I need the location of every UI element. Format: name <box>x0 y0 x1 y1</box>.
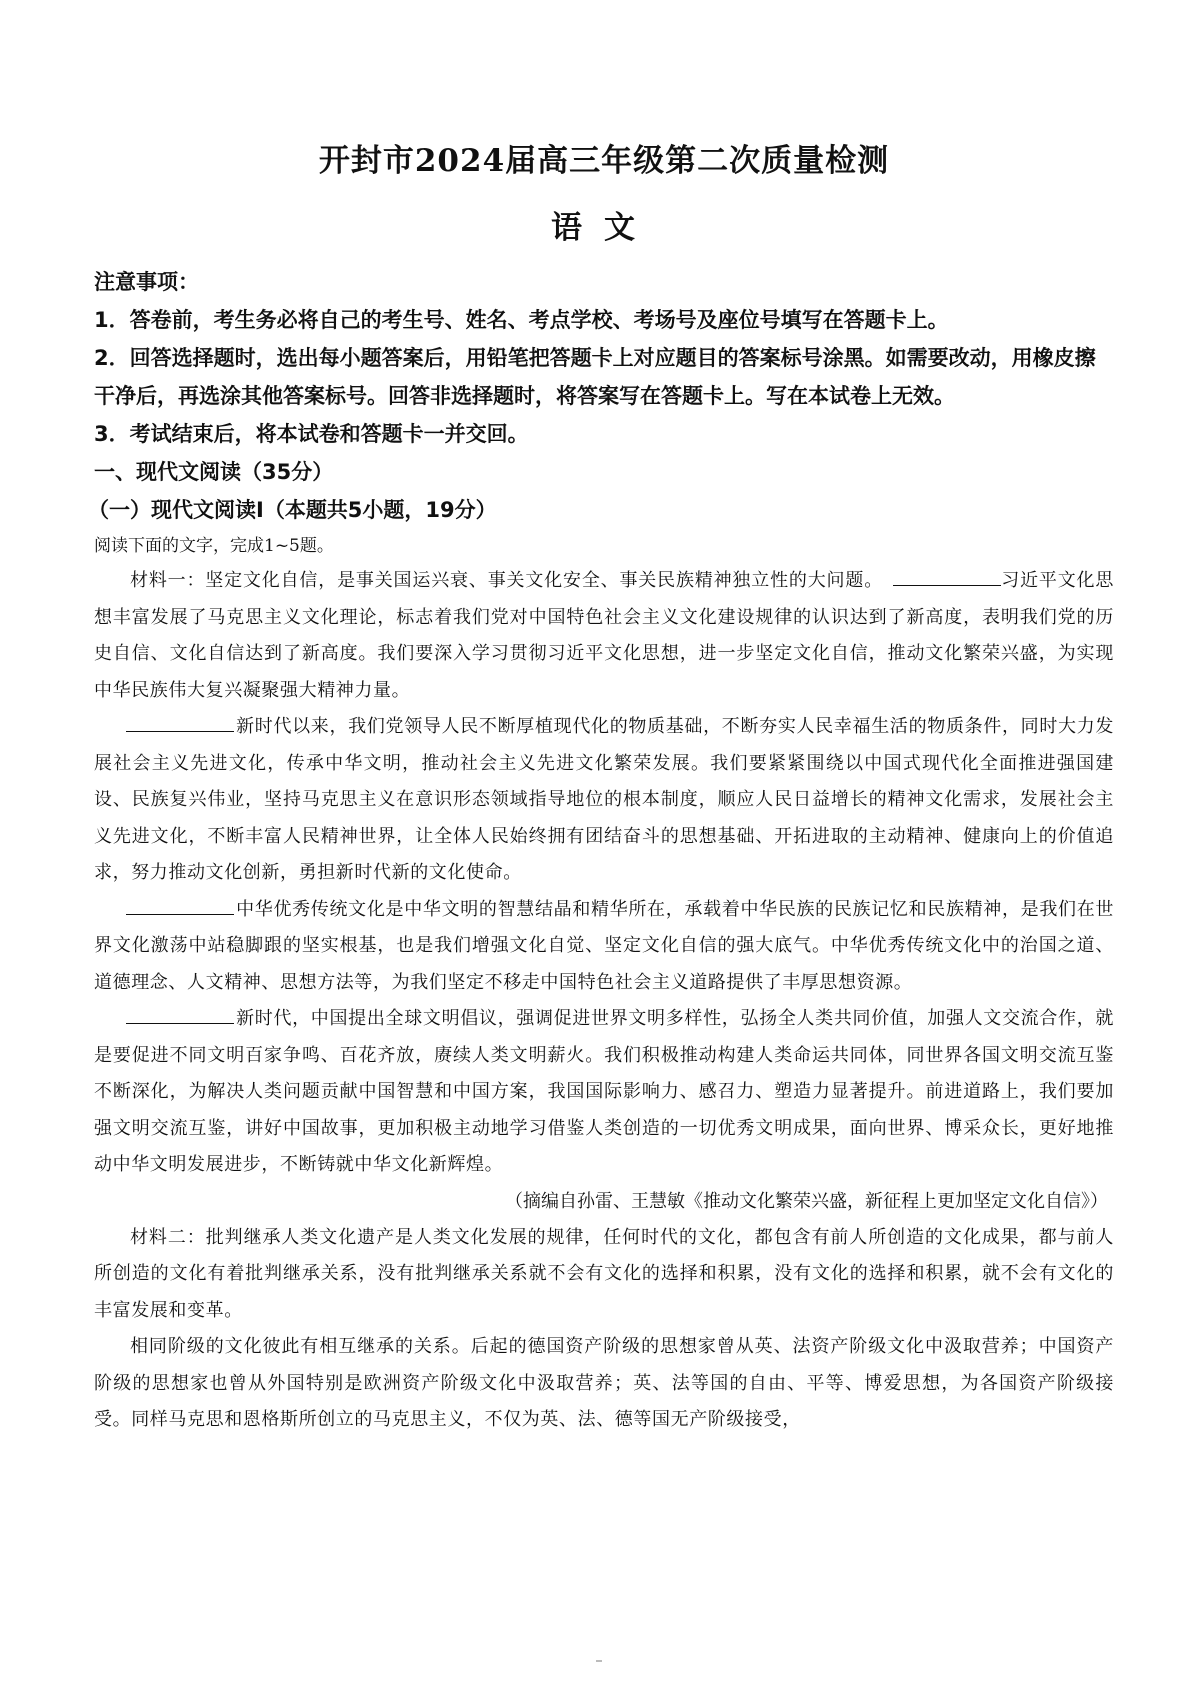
material1-paragraph-1 <box>94 563 1114 709</box>
notice-heading: 注意事项： <box>94 270 199 294</box>
subject-title: 语文 <box>551 210 657 246</box>
material1-paragraph-4 <box>94 1001 1114 1184</box>
material2-paragraph-2: 相同阶级的文化彼此有相互继承的关系。后起的德国资产阶级的思想家曾从英、法资产阶级文化中汲取营养；中国资产阶级的思想家也曾从外国特别是欧洲资产阶级文化中汲取营养；英、法等国的自由、平等、博爱思想，为各国资产阶级接受。同样马克思和恩格斯所创立的马克思主义，不仅为英、法、德等国无产阶级接受， <box>94 1336 1114 1430</box>
material1-source: （摘编自孙雷、王慧敏《推动文化繁荣兴盛，新征程上更加坚定文化自信》） <box>505 1190 1108 1212</box>
material1-paragraph-4-text: 新时代，中国提出全球文明倡议，强调促进世界文明多样性，弘扬全人类共同价值，加强人文交流合作，就是要促进不同文明百家争鸣、百花齐放，赓续人类文明薪火。我们积极推动构建人类命运共同体，同世界各国文明交流互鉴不断深化，为解决人类问题贡献中国智慧和中国方案，我国国际影响力、感召力、塑造力显著提升。前进道路上，我们要加强文明交流互鉴，讲好中国故事，更加积极主动地学习借鉴人类创造的一切优秀文明成果，面向世界、博采众长，更好地推动中华文明发展进步，不断铸就中华文化新辉煌。 <box>94 1008 1114 1175</box>
reading-instruction: 阅读下面的文字，完成1~5题。 <box>94 536 334 556</box>
answer-blank-4 <box>126 1003 234 1024</box>
notice-item-2: 2．回答选择题时，选出每小题答案后，用铅笔把答题卡上对应题目的答案标号涂黑。如需要改动，用橡皮擦干净后，再选涂其他答案标号。回答非选择题时，将答案写在答题卡上。写在本试卷上无效。 <box>94 346 1096 408</box>
exam-title: 开封市2024届高三年级第二次质量检测 <box>318 143 890 179</box>
material1-paragraph-2-text: 新时代以来，我们党领导人民不断厚植现代化的物质基础，不断夯实人民幸福生活的物质条件，同时大力发展社会主义先进文化，传承中华文明，推动社会主义先进文化繁荣发展。我们要紧紧围绕以中国式现代化全面推进强国建设、民族复兴伟业，坚持马克思主义在意识形态领域指导地位的根本制度，顺应人民日益增长的精神文化需求，发展社会主义先进文化，不断丰富人民精神世界，让全体人民始终拥有团结奋斗的思想基础、开拓进取的主动精神、健康向上的价值追求，努力推动文化创新，勇担新时代新的文化使命。 <box>94 716 1114 883</box>
sub-section-heading: （一）现代文阅读Ⅰ（本题共5小题，19分） <box>88 498 497 522</box>
material1-paragraph-1-text: 材料一：坚定文化自信，是事关国运兴衰、事关文化安全、事关民族精神独立性的大问题。 <box>130 570 884 591</box>
notice-item-3: 3．考试结束后，将本试卷和答题卡一并交回。 <box>94 422 529 446</box>
material1-paragraph-3-text: 中华优秀传统文化是中华文明的智慧结晶和精华所在，承载着中华民族的民族记忆和民族精神，是我们在世界文化激荡中站稳脚跟的坚实根基，也是我们增强文化自觉、坚定文化自信的强大底气。中华优秀传统文化中的治国之道、道德理念、人文精神、思想方法等，为我们坚定不移走中国特色社会主义道路提供了丰厚思想资源。 <box>94 898 1114 993</box>
answer-blank-3 <box>126 894 234 915</box>
material1-paragraph-3 <box>94 892 1114 1002</box>
notice-item-1: 1．答卷前，考生务必将自己的考生号、姓名、考点学校、考场号及座位号填写在答题卡上。 <box>94 308 949 332</box>
section-heading: 一、现代文阅读（35分） <box>94 460 334 484</box>
material1-paragraph-2 <box>94 709 1114 892</box>
answer-blank-2 <box>126 711 234 732</box>
material1-paragraph-1-continued: 习近平文化思想丰富发展了马克思主义文化理论，标志着我们党对中国特色社会主义文化建设规律的认识达到了新高度，表明我们党的历史自信、文化自信达到了新高度。我们要深入学习贯彻习近平文化思想，进一步坚定文化自信，推动文化繁荣兴盛，为实现中华民族伟大复兴凝聚强大精神力量。 <box>94 570 1114 701</box>
answer-blank-1 <box>893 565 1001 586</box>
material2-paragraph-1: 材料二：批判继承人类文化遗产是人类文化发展的规律，任何时代的文化，都包含有前人所创造的文化成果，都与前人所创造的文化有着批判继承关系，没有批判继承关系就不会有文化的选择和积累，没有文化的选择和积累，就不会有文化的丰富发展和变革。 <box>94 1226 1114 1321</box>
footer-mark <box>596 1660 602 1662</box>
